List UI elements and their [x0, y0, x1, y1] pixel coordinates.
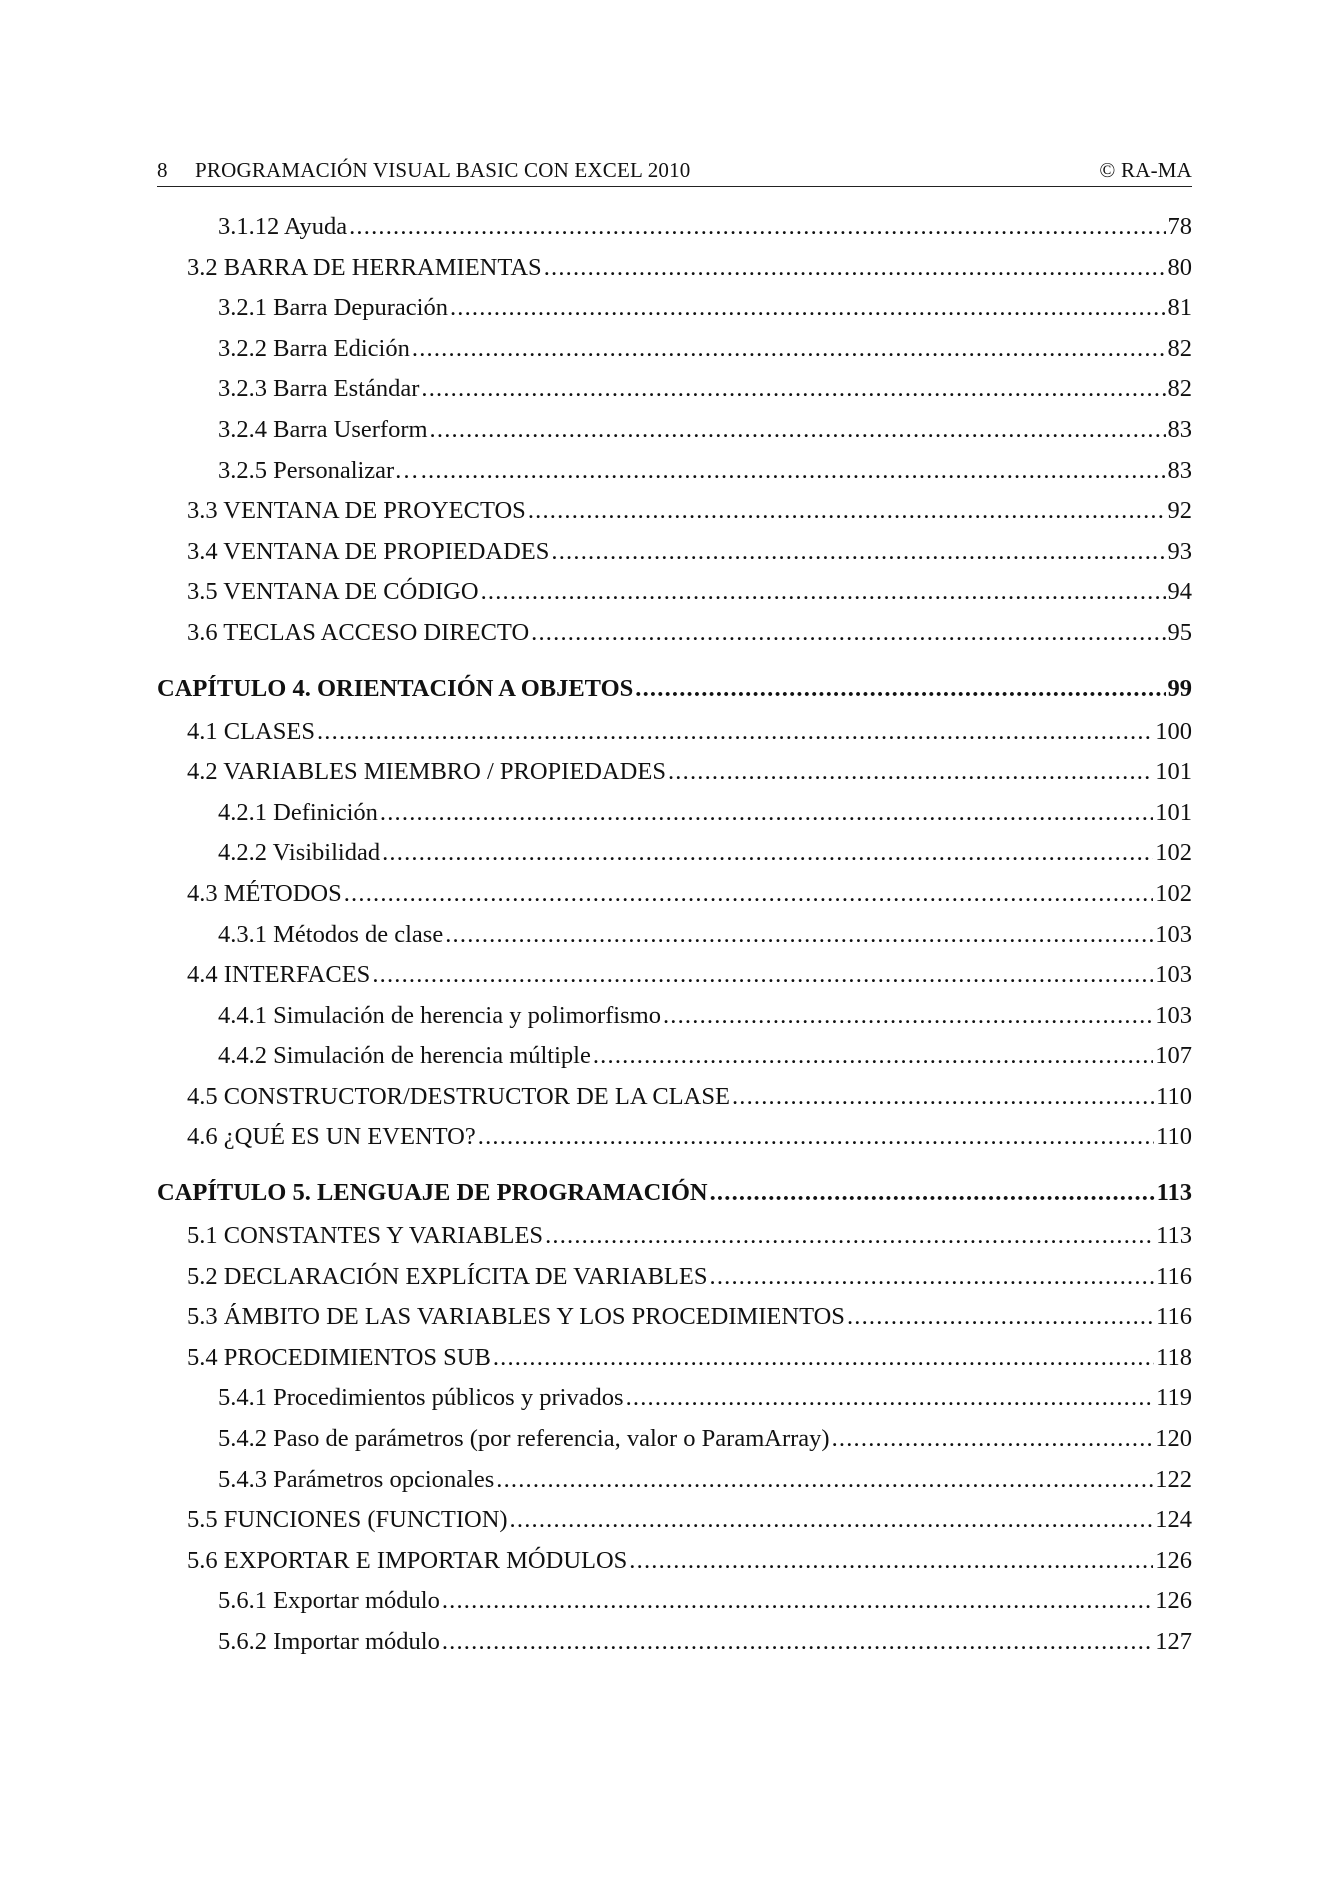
toc-subsection-entry [157, 375, 1192, 416]
dot-leader [832, 1425, 1154, 1453]
toc-subsection-entry [157, 1384, 1192, 1425]
toc-subsection-entry [157, 457, 1192, 498]
toc-entry-page-number: 82 [1167, 375, 1192, 403]
toc-entry-title: 5.5 FUNCIONES (FUNCTION) [187, 1506, 508, 1534]
toc-entry-page-number: 94 [1167, 578, 1192, 606]
toc-section-entry [157, 1263, 1192, 1304]
header-page-number: 8 [157, 158, 168, 182]
toc-entry-page-number: 113 [1156, 1222, 1192, 1250]
dot-leader [344, 880, 1154, 908]
toc-subsection-entry [157, 294, 1192, 335]
toc-subsection-entry [157, 1042, 1192, 1083]
dot-leader [496, 1466, 1153, 1494]
toc-section-entry [157, 1344, 1192, 1385]
toc-entry-page-number: 119 [1156, 1384, 1192, 1412]
toc-entry-title: 4.6 ¿QUÉ ES UN EVENTO? [187, 1123, 476, 1151]
toc-entry-title: 3.2.4 Barra Userform [218, 415, 428, 443]
dot-leader [349, 213, 1165, 241]
dot-leader [510, 1506, 1154, 1534]
dot-leader [317, 718, 1153, 746]
dot-leader [847, 1303, 1154, 1331]
toc-entry-page-number: 102 [1155, 839, 1192, 867]
toc-entry-page-number: 107 [1155, 1042, 1192, 1070]
toc-subsection-entry [157, 335, 1192, 376]
dot-leader [531, 619, 1165, 647]
toc-section-entry [157, 1506, 1192, 1547]
toc-subsection-entry [157, 416, 1192, 457]
toc-entry-page-number: 126 [1155, 1546, 1192, 1574]
toc-entry-page-number: 101 [1155, 798, 1192, 826]
toc-entry-title: 3.2 BARRA DE HERRAMIENTAS [187, 253, 542, 281]
dot-leader [442, 1587, 1153, 1615]
toc-entry-page-number: 100 [1155, 717, 1192, 745]
toc-entry-page-number: 113 [1156, 1179, 1192, 1207]
toc-section-entry [157, 1222, 1192, 1263]
toc-entry-page-number: 127 [1155, 1628, 1192, 1655]
toc-section-entry [157, 880, 1192, 921]
dot-leader [710, 1179, 1155, 1207]
toc-entry-title: 5.4.1 Procedimientos públicos y privados [218, 1384, 624, 1412]
toc-subsection-entry [157, 921, 1192, 962]
toc-entry-page-number: 120 [1155, 1425, 1192, 1453]
dot-leader [551, 538, 1165, 566]
dot-leader [382, 839, 1153, 867]
toc-entry-page-number: 124 [1155, 1506, 1192, 1534]
dot-leader [593, 1042, 1153, 1070]
toc-entry-title: 5.4.2 Paso de parámetros (por referencia, valor o ParamArray) [218, 1425, 830, 1453]
toc-entry-page-number: 116 [1156, 1262, 1192, 1290]
toc-entry-title: 4.1 CLASES [187, 717, 315, 745]
toc-entry-title: 4.5 CONSTRUCTOR/DESTRUCTOR DE LA CLASE [187, 1082, 730, 1110]
dot-leader [421, 457, 1166, 485]
toc-section-entry [157, 1303, 1192, 1344]
toc-section-entry [157, 758, 1192, 799]
toc-entry-page-number: 102 [1155, 879, 1192, 907]
dot-leader [445, 921, 1153, 949]
dot-leader [450, 294, 1166, 322]
toc-entry-page-number: 101 [1155, 758, 1192, 786]
toc-section-entry [157, 538, 1192, 579]
toc-entry-title: 5.4 PROCEDIMIENTOS SUB [187, 1343, 491, 1371]
toc-section-entry [157, 578, 1192, 619]
dot-leader [442, 1628, 1153, 1656]
toc-entry-page-number: 83 [1167, 456, 1192, 484]
toc-entry-title: 3.2.2 Barra Edición [218, 334, 410, 362]
toc-entry-title: 5.6 EXPORTAR E IMPORTAR MÓDULOS [187, 1546, 628, 1574]
dot-leader [380, 799, 1153, 827]
dot-leader [478, 1123, 1154, 1151]
dot-leader [663, 1002, 1153, 1030]
table-of-contents [157, 213, 1192, 1669]
toc-entry-title: 4.3.1 Métodos de clase [218, 920, 444, 948]
toc-subsection-entry [157, 1628, 1192, 1669]
toc-entry-page-number: 99 [1167, 674, 1192, 702]
toc-entry-title: 3.6 TECLAS ACCESO DIRECTO [187, 618, 530, 646]
toc-entry-title: 3.4 VENTANA DE PROPIEDADES [187, 537, 550, 565]
toc-entry-page-number: 82 [1167, 334, 1192, 362]
dot-leader [544, 254, 1166, 282]
dot-leader [668, 758, 1153, 786]
dot-leader [732, 1083, 1154, 1111]
dot-leader [629, 1547, 1153, 1575]
toc-entry-title: 4.4 INTERFACES [187, 961, 371, 989]
toc-entry-title: 4.3 MÉTODOS [187, 879, 342, 907]
toc-entry-title: 4.2 VARIABLES MIEMBRO / PROPIEDADES [187, 758, 666, 786]
dot-leader [493, 1344, 1154, 1372]
toc-entry-page-number: 92 [1167, 497, 1192, 525]
toc-subsection-entry [157, 1466, 1192, 1507]
dot-leader [545, 1222, 1154, 1250]
toc-subsection-entry [157, 213, 1192, 254]
dot-leader [635, 675, 1165, 703]
toc-section-entry [157, 961, 1192, 1002]
dot-leader [626, 1384, 1155, 1412]
toc-entry-title: 4.2.1 Definición [218, 798, 378, 826]
toc-entry-title: CAPÍTULO 4. ORIENTACIÓN A OBJETOS [157, 674, 634, 702]
toc-section-entry [157, 497, 1192, 538]
dot-leader [372, 961, 1153, 989]
toc-subsection-entry [157, 1587, 1192, 1628]
toc-entry-title: 5.2 DECLARACIÓN EXPLÍCITA DE VARIABLES [187, 1262, 708, 1290]
toc-chapter-entry [157, 675, 1192, 718]
header-publisher: © RA-MA [1099, 158, 1192, 182]
dot-leader [412, 335, 1166, 363]
toc-entry-page-number: 110 [1156, 1123, 1192, 1151]
header-book-title: PROGRAMACIÓN VISUAL BASIC CON EXCEL 2010 [195, 158, 691, 182]
toc-entry-title: 3.2.3 Barra Estándar [218, 375, 420, 403]
toc-section-entry [157, 254, 1192, 295]
toc-subsection-entry [157, 799, 1192, 840]
toc-entry-title: CAPÍTULO 5. LENGUAJE DE PROGRAMACIÓN [157, 1179, 708, 1207]
dot-leader [528, 497, 1166, 525]
toc-entry-title: 4.4.1 Simulación de herencia y polimorfismo [218, 1001, 661, 1029]
toc-entry-page-number: 103 [1155, 1001, 1192, 1029]
toc-entry-title: 5.3 ÁMBITO DE LAS VARIABLES Y LOS PROCEDIMIENTOS [187, 1303, 845, 1331]
toc-subsection-entry [157, 839, 1192, 880]
toc-entry-page-number: 95 [1167, 618, 1192, 646]
dot-leader [421, 375, 1165, 403]
toc-entry-page-number: 93 [1167, 537, 1192, 565]
toc-entry-page-number: 122 [1155, 1465, 1192, 1493]
toc-entry-title: 4.2.2 Visibilidad [218, 839, 381, 867]
toc-entry-title: 3.2.1 Barra Depuración [218, 294, 448, 322]
toc-subsection-entry [157, 1425, 1192, 1466]
toc-entry-title: 5.1 CONSTANTES Y VARIABLES [187, 1222, 544, 1250]
toc-entry-title: 5.6.1 Exportar módulo [218, 1587, 440, 1615]
toc-entry-title: 5.4.3 Parámetros opcionales [218, 1465, 495, 1493]
toc-chapter-entry [157, 1179, 1192, 1222]
toc-entry-title: 4.4.2 Simulación de herencia múltiple [218, 1042, 591, 1070]
toc-entry-title: 3.5 VENTANA DE CÓDIGO [187, 578, 479, 606]
toc-entry-page-number: 118 [1156, 1343, 1192, 1371]
toc-entry-page-number: 110 [1156, 1082, 1192, 1110]
toc-entry-page-number: 116 [1156, 1303, 1192, 1331]
dot-leader [710, 1263, 1155, 1291]
toc-entry-page-number: 78 [1167, 213, 1192, 240]
toc-entry-page-number: 103 [1155, 920, 1192, 948]
toc-subsection-entry [157, 1002, 1192, 1043]
toc-section-entry [157, 1083, 1192, 1124]
toc-entry-page-number: 126 [1155, 1587, 1192, 1615]
toc-section-entry [157, 1123, 1192, 1164]
running-header [157, 158, 1192, 187]
toc-section-entry [157, 718, 1192, 759]
toc-entry-title: 3.1.12 Ayuda [218, 213, 348, 240]
toc-entry-page-number: 83 [1167, 415, 1192, 443]
toc-entry-page-number: 80 [1167, 253, 1192, 281]
toc-section-entry [157, 1547, 1192, 1588]
toc-entry-title: 5.6.2 Importar módulo [218, 1628, 440, 1655]
dot-leader [430, 416, 1166, 444]
toc-entry-page-number: 81 [1167, 294, 1192, 322]
dot-leader [481, 578, 1166, 606]
toc-section-entry [157, 619, 1192, 660]
toc-entry-page-number: 103 [1155, 961, 1192, 989]
toc-entry-title: 3.3 VENTANA DE PROYECTOS [187, 497, 526, 525]
toc-entry-title: 3.2.5 Personalizar… [218, 456, 419, 484]
